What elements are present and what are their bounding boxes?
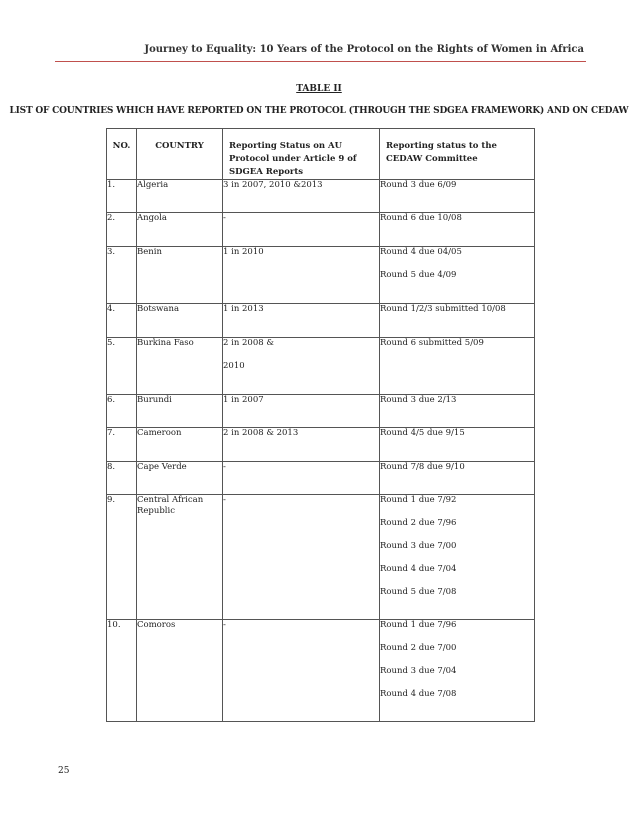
country-name: Burkina Faso: [137, 338, 223, 395]
au-status-line: 1 in 2010: [223, 247, 264, 257]
cedaw-status-cell: [380, 213, 535, 247]
row-number: 10.: [107, 620, 137, 722]
table-row: [107, 462, 535, 495]
cedaw-status-cell: [380, 247, 535, 304]
country-name: Comoros: [137, 620, 223, 722]
cedaw-status-line: Round 2 due 7/00: [380, 643, 457, 653]
cedaw-status-line: Round 1/2/3 submitted 10/08: [380, 304, 506, 314]
cedaw-status-line: Round 6 submitted 5/09: [380, 338, 484, 348]
au-status-cell: [223, 620, 380, 722]
cedaw-status-cell: [380, 338, 535, 395]
table-row: [107, 495, 535, 620]
header-rule: [55, 61, 586, 62]
au-status-line: 1 in 2007: [223, 395, 264, 405]
country-name: Angola: [137, 213, 223, 247]
cedaw-status-line: Round 4 due 7/08: [380, 689, 457, 699]
table-body: [107, 180, 535, 722]
row-number: 9.: [107, 495, 137, 620]
au-status-cell: [223, 213, 380, 247]
cedaw-status-line: Round 5 due 4/09: [380, 270, 457, 280]
cedaw-status-cell: [380, 495, 535, 620]
country-name: Cameroon: [137, 428, 223, 462]
au-status-line: 2 in 2008 &: [223, 338, 274, 348]
cedaw-status-line: Round 1 due 7/96: [380, 620, 457, 630]
au-status-line: -: [223, 620, 226, 630]
column-header-country: COUNTRY: [137, 129, 223, 180]
cedaw-status-line: Round 4 due 7/04: [380, 564, 457, 574]
cedaw-status-line: Round 3 due 2/13: [380, 395, 457, 405]
cedaw-status-cell: [380, 462, 535, 495]
cedaw-status-line: Round 1 due 7/92: [380, 495, 457, 505]
table-row: [107, 428, 535, 462]
table-subtitle: LIST OF COUNTRIES WHICH HAVE REPORTED ON THE PROTOCOL (THROUGH THE SDGEA FRAMEWORK) AND ON CEDAW: [9, 106, 629, 116]
table-row: [107, 180, 535, 213]
page-number: 25: [58, 766, 70, 776]
row-number: 8.: [107, 462, 137, 495]
au-status-cell: [223, 462, 380, 495]
cedaw-status-line: Round 2 due 7/96: [380, 518, 457, 528]
cedaw-status-cell: [380, 395, 535, 428]
cedaw-status-line: Round 6 due 10/08: [380, 213, 462, 223]
country-name: Benin: [137, 247, 223, 304]
table-row: [107, 247, 535, 304]
au-status-line: 1 in 2013: [223, 304, 264, 314]
country-name: Botswana: [137, 304, 223, 338]
row-number: 3.: [107, 247, 137, 304]
country-name: Burundi: [137, 395, 223, 428]
au-status-cell: [223, 247, 380, 304]
country-name: Cape Verde: [137, 462, 223, 495]
cedaw-status-cell: [380, 428, 535, 462]
column-header-au-status: Reporting Status on AU Protocol under Article 9 of SDGEA Reports: [223, 129, 380, 180]
row-number: 1.: [107, 180, 137, 213]
cedaw-status-line: Round 5 due 7/08: [380, 587, 457, 597]
au-status-line: -: [223, 495, 226, 505]
cedaw-status-line: Round 3 due 6/09: [380, 180, 457, 190]
au-status-cell: [223, 304, 380, 338]
running-header: Journey to Equality: 10 Years of the Protocol on the Rights of Women in Africa: [144, 44, 584, 55]
au-status-line: -: [223, 213, 226, 223]
cedaw-status-line: Round 3 due 7/00: [380, 541, 457, 551]
cedaw-status-cell: [380, 620, 535, 722]
cedaw-status-line: Round 4/5 due 9/15: [380, 428, 465, 438]
au-status-cell: [223, 495, 380, 620]
cedaw-status-cell: [380, 180, 535, 213]
row-number: 5.: [107, 338, 137, 395]
table-title: TABLE II: [296, 84, 342, 94]
au-status-cell: [223, 428, 380, 462]
au-status-line: 3 in 2007, 2010 &2013: [223, 180, 323, 190]
cedaw-status-line: Round 3 due 7/04: [380, 666, 457, 676]
country-name: Central African Republic: [137, 495, 223, 620]
cedaw-status-line: Round 4 due 04/05: [380, 247, 462, 257]
table-row: [107, 304, 535, 338]
table-row: [107, 213, 535, 247]
row-number: 4.: [107, 304, 137, 338]
table-row: [107, 395, 535, 428]
row-number: 6.: [107, 395, 137, 428]
column-header-no: NO.: [107, 129, 137, 180]
au-status-cell: [223, 338, 380, 395]
table-row: [107, 620, 535, 722]
au-status-line: 2010: [223, 361, 245, 371]
column-header-cedaw-status: Reporting status to the CEDAW Committee: [380, 129, 535, 180]
country-name: Algeria: [137, 180, 223, 213]
row-number: 2.: [107, 213, 137, 247]
au-status-cell: [223, 395, 380, 428]
au-status-line: -: [223, 462, 226, 472]
reporting-status-table: [106, 128, 535, 722]
cedaw-status-cell: [380, 304, 535, 338]
table-row: [107, 338, 535, 395]
table-header-row: [107, 129, 535, 180]
au-status-line: 2 in 2008 & 2013: [223, 428, 299, 438]
row-number: 7.: [107, 428, 137, 462]
au-status-cell: [223, 180, 380, 213]
cedaw-status-line: Round 7/8 due 9/10: [380, 462, 465, 472]
